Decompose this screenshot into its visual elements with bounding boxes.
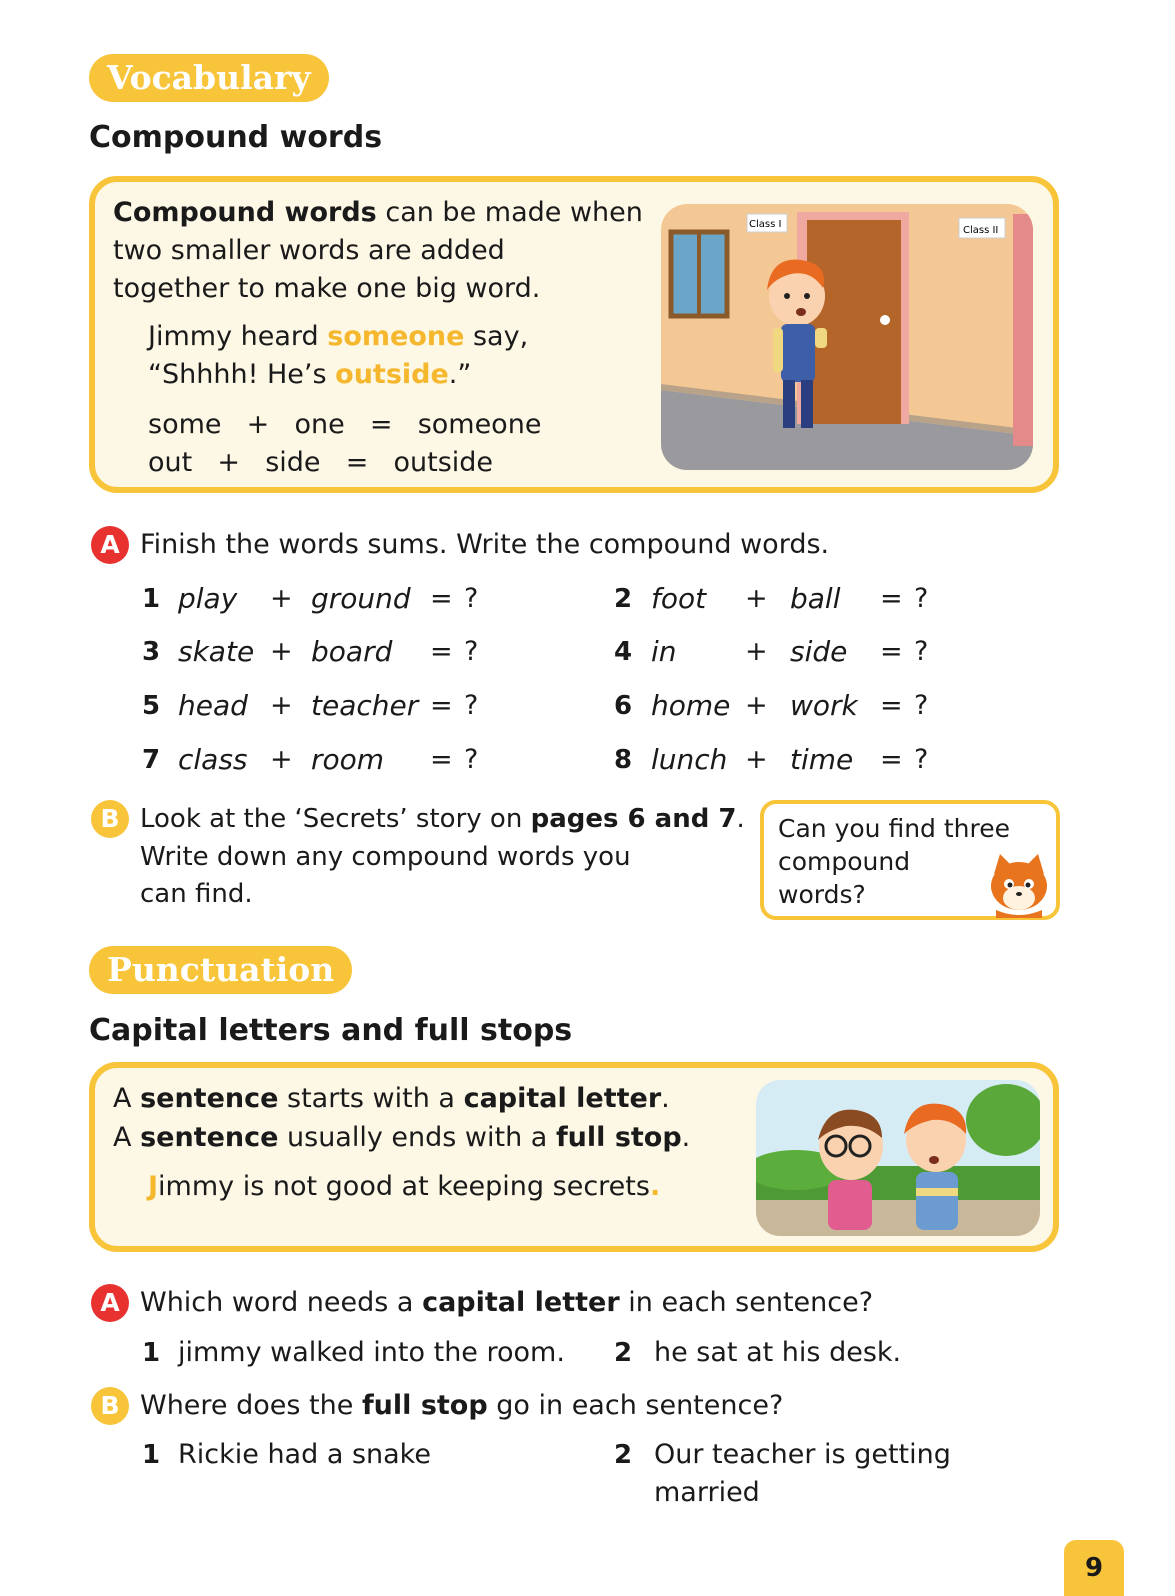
sum-answer: ? [464, 744, 479, 775]
sum-answer: ? [914, 636, 929, 667]
sum-plus: + [270, 744, 293, 775]
sum-plus: + [745, 583, 768, 614]
sum-word-a: home [651, 689, 731, 722]
sum-number: 8 [614, 745, 633, 775]
sum-line-1: some + one = someone [148, 409, 542, 440]
boys-whispering-illustration [756, 1080, 1040, 1236]
hint-line-1: Can you find three [778, 814, 1010, 843]
punctuation-task-a-badge: A [91, 1284, 129, 1322]
capital-item-1: jimmy walked into the room. [178, 1337, 565, 1368]
sum-plus: + [270, 583, 293, 614]
page-number: 9 [1064, 1540, 1124, 1596]
sum-equals: = [430, 744, 453, 775]
punctuation-task-b-question: Where does the full stop go in each sentence? [140, 1390, 784, 1421]
item-number: 1 [142, 1440, 161, 1470]
sum-equals: = [430, 583, 453, 614]
sum-number: 7 [142, 745, 161, 775]
hint-line-2: compound [778, 847, 911, 876]
sum-word-b: room [311, 743, 385, 776]
compound-words-info-box [89, 176, 1059, 493]
sum-word-a: class [178, 743, 248, 776]
sum-word-b: work [790, 689, 858, 722]
sum-word-b: time [790, 743, 854, 776]
rule-sentence-end: A sentence usually ends with a full stop. [113, 1122, 691, 1153]
sum-equals: = [880, 636, 903, 667]
sum-answer: ? [464, 583, 479, 614]
sum-word-b: ground [311, 582, 411, 615]
sum-word-b: ball [790, 582, 841, 615]
sum-equals: = [880, 583, 903, 614]
sum-equals: = [880, 690, 903, 721]
sum-number: 5 [142, 691, 161, 721]
sum-answer: ? [914, 690, 929, 721]
task-b-line-1: Look at the ‘Secrets’ story on pages 6 and 7. [140, 804, 745, 834]
sum-word-a: in [651, 635, 677, 668]
sum-equals: = [430, 636, 453, 667]
sum-line-2: out + side = outside [148, 447, 494, 478]
sum-word-b: side [790, 635, 848, 668]
sum-number: 6 [614, 691, 633, 721]
task-a-badge: A [91, 526, 129, 564]
sum-plus: + [745, 744, 768, 775]
sum-answer: ? [914, 744, 929, 775]
sum-answer: ? [464, 690, 479, 721]
example-line-2: “Shhhh! He’s outside.” [148, 359, 472, 390]
sum-word-a: foot [651, 582, 707, 615]
vocabulary-section-label: Vocabulary [89, 54, 329, 102]
item-number: 2 [614, 1440, 633, 1470]
cat-mascot-icon [986, 854, 1052, 918]
hint-line-3: words? [778, 880, 866, 909]
rule-line-2: two smaller words are added [113, 235, 505, 266]
sum-word-a: head [178, 689, 248, 722]
sum-answer: ? [464, 636, 479, 667]
punctuation-task-b-badge: B [91, 1387, 129, 1425]
classroom-door-illustration [661, 204, 1033, 470]
fullstop-item-2-line-1: Our teacher is getting [654, 1439, 951, 1470]
sum-equals: = [430, 690, 453, 721]
rule-line-3: together to make one big word. [113, 273, 541, 304]
compound-words-heading: Compound words [89, 120, 383, 155]
sum-plus: + [270, 690, 293, 721]
task-a-instruction: Finish the words sums. Write the compound words. [140, 529, 830, 560]
item-number: 1 [142, 1338, 161, 1368]
sum-answer: ? [914, 583, 929, 614]
punctuation-task-a-question: Which word needs a capital letter in each sentence? [140, 1287, 874, 1318]
rule-line-1: Compound words can be made when [113, 197, 643, 228]
sum-plus: + [270, 636, 293, 667]
sum-word-b: board [311, 635, 393, 668]
item-number: 2 [614, 1338, 633, 1368]
sum-number: 3 [142, 637, 161, 667]
sum-number: 2 [614, 584, 633, 614]
fullstop-item-2-line-2: married [654, 1477, 760, 1508]
task-b-line-3: can find. [140, 879, 253, 909]
sum-plus: + [745, 636, 768, 667]
punctuation-section-label: Punctuation [89, 946, 352, 994]
sum-number: 4 [614, 637, 633, 667]
task-b-badge: B [91, 800, 129, 838]
sum-plus: + [745, 690, 768, 721]
sum-word-a: skate [178, 635, 255, 668]
capital-item-2: he sat at his desk. [654, 1337, 902, 1368]
sum-word-a: lunch [651, 743, 728, 776]
sum-equals: = [880, 744, 903, 775]
task-b-line-2: Write down any compound words you [140, 842, 631, 872]
sum-word-b: teacher [311, 689, 419, 722]
fullstop-item-1: Rickie had a snake [178, 1439, 431, 1470]
capital-letters-heading: Capital letters and full stops [89, 1013, 573, 1048]
hint-box [760, 800, 1060, 920]
sum-word-a: play [178, 582, 238, 615]
rule-sentence-start: A sentence starts with a capital letter. [113, 1083, 670, 1114]
example-sentence: Jimmy is not good at keeping secrets. [148, 1171, 661, 1202]
punctuation-info-box [89, 1062, 1059, 1252]
sum-number: 1 [142, 584, 161, 614]
sign-class-1: Class I [749, 219, 782, 230]
sign-class-2: Class II [963, 225, 999, 236]
example-line-1: Jimmy heard someone say, [148, 321, 529, 352]
